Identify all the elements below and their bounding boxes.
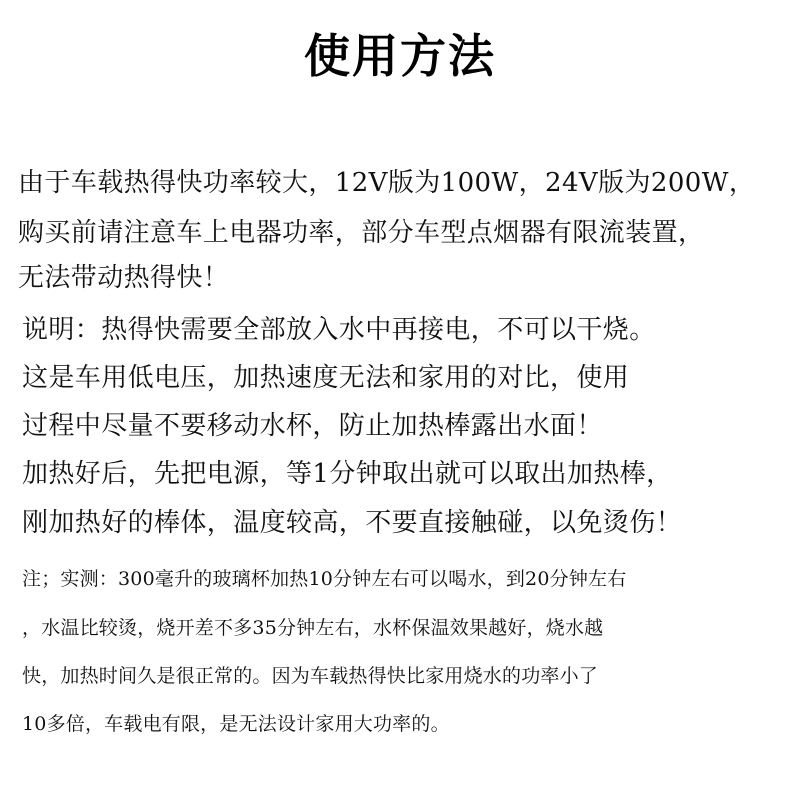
intro-line-1: 由于车载热得快功率较大，12V版为100W，24V版为200W，: [18, 168, 756, 198]
note-line-4: 10多倍，车载电有限，是无法设计家用大功率的。: [22, 713, 450, 735]
page-title: 使用方法: [304, 29, 496, 83]
intro-line-2: 购买前请注意车上电器功率，部分车型点烟器有限流装置，: [18, 218, 705, 248]
intro-line-3: 无法带动热得快！: [18, 263, 230, 293]
instruction-line-3: 过程中尽量不要移动水杯，防止加热棒露出水面！: [22, 411, 603, 441]
note-line-1: 注；实测：300毫升的玻璃杯加热10分钟左右可以喝水，到20分钟左右: [22, 568, 627, 590]
note-line-3: 快，加热时间久是很正常的。因为车载热得快比家用烧水的功率小了: [22, 665, 599, 687]
instruction-line-4: 加热好后，先把电源，等1分钟取出就可以取出加热棒，: [22, 459, 673, 489]
note-line-2: ，水温比较烫，烧开差不多35分钟左右，水杯保温效果越好，烧水越: [22, 617, 604, 639]
instruction-line-1: 说明：热得快需要全部放入水中再接电，不可以干烧。: [22, 315, 656, 345]
instruction-line-5: 刚加热好的棒体，温度较高，不要直接触碰，以免烫伤！: [22, 508, 683, 538]
instruction-line-2: 这是车用低电压，加热速度无法和家用的对比，使用: [22, 363, 630, 393]
